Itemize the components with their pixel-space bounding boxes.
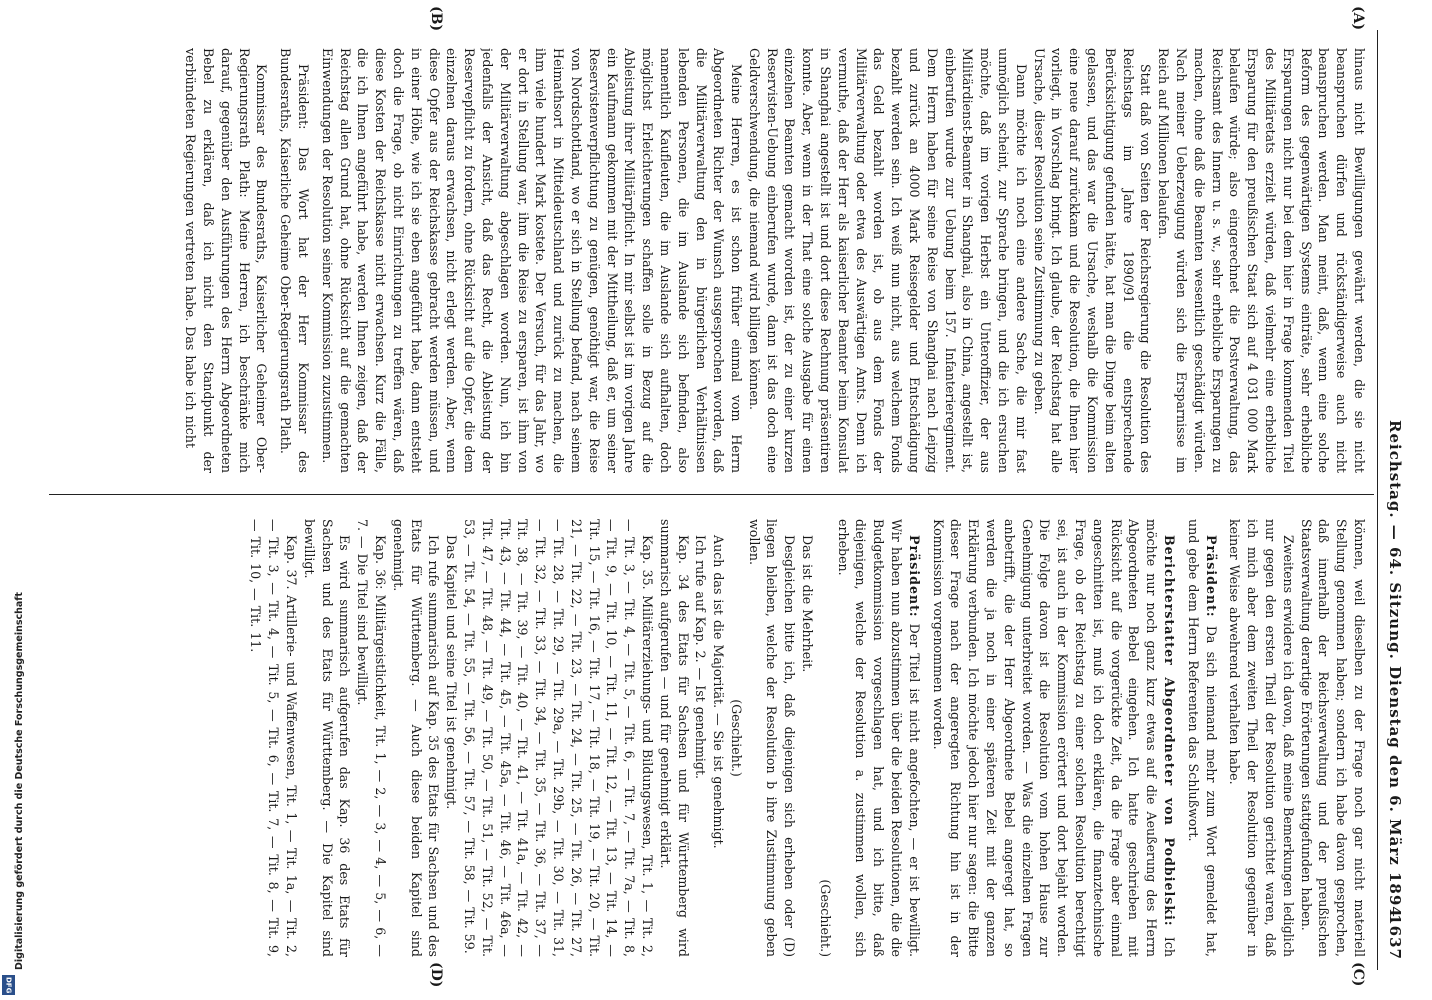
right-paragraph-7: Das ist die Mehrheit. [800, 535, 816, 673]
session-title: Reichstag. — 64. Sitzung. Dienstag den 6. März 1894. [1386, 420, 1404, 924]
dfg-logo: DFG [2, 975, 15, 995]
margin-marker-d: (D) [428, 962, 444, 988]
right-paragraph-13: Kap. 35. Militärerziehungs- und Bildungswesen, Tit. 1, — Tit. 2, — Tit. 3, — Tit. 4, — Tit. 5, — Tit. 6, — Tit. 7, — Tit. 7a, — Tit. 8, — Tit. 9, — Tit. 10, — Tit. 11, — Tit. 12, — Tit. 13, — Tit. 14, — Tit. 15, — Tit. 16, — Tit. 17, — Tit. 18, — Tit. 19, — Tit. 20, — Tit. 21, — Tit. 22, — Tit. 23, — Tit. 24, — Tit. 25, — Tit. 26, — Tit. 27, — Tit. 28, — Tit. 29, — Tit. 29a, — Tit. 29b, — Tit. 30, — Tit. 31, — Tit. 32, — Tit. 33, — Tit. 34, — Tit. 35, — Tit. 36, — Tit. 37, — Tit. 38, — Tit. 39, — Tit. 40, — Tit. 41, — Tit. 41a, — Tit. 42, — Tit. 43, — Tit. 44, — Tit. 45, — Tit. 45a, — Tit. 46, — Tit. 46a, — Tit. 47, — Tit. 48, — Tit. 49, — Tit. 50, — Tit. 51, — Tit. 52, — Tit. 53, — Tit. 54, — Tit. 55, — Tit. 56, — Tit. 57, — Tit. 58, — Tit. 59. [461, 519, 655, 957]
header-rule [1377, 30, 1378, 970]
page-number: 1637 [1386, 914, 1404, 960]
right-paragraph-16: Kap. 36: Militärgeistlichkeit, Tit. 1, — 2, — 3, — 4, — 5, — 6, — 7. — Die Titel sind bewilligt. [355, 519, 388, 957]
right-paragraph-15: Ich rufe summarisch auf Kap. 35 des Etats für Sachsen und des Etats für Württemberg. — Auch diese beiden Kapitel sind genehmigt. [390, 519, 442, 957]
right-paragraph-5 [834, 519, 923, 957]
speaker-president: Präsident: [906, 535, 922, 618]
stage-note: (Geschieht.) [728, 699, 744, 777]
rotated-page-content [10, 0, 1410, 1000]
right-paragraph-10: Auch das ist die Majorität. — Sie ist genehmigt. [711, 535, 727, 849]
speech-text: Ich möchte nur noch ganz kurz etwas auf die Aeußerung des Herrn Abgeordneten Bebel eingehen. Ich hatte geschrieben mit Rücksicht auf die vorgerückte Zeit, da die Frage aber einmal angeschnitten ist, muß ich doch erklären, die finanztechnische Frage, ob der Reichstag zu einer solchen Resolution berechtigt sei, ist auch in der Kommission erörtert und dort bejaht worden. Die Folge davon ist die Resolution vom hohen Hause zur Genehmigung unterbreitet worden. — Was die einzelnen Fragen anbetrifft, die der Herr Abgeordnete Bebel angeregt hat, so werden die ja noch in einer späteren Zeit mit der ganzen Erklärung verbunden. Ich möchte jedoch hier nur sagen: die Bitte dieser Frage nach der angeregten Richtung hin ist in der Kommission vorgenommen worden. [930, 519, 1178, 957]
digitization-credit: Digitalisierung gefördert durch die Deutsche Forschungsgemeinschaft [14, 592, 25, 970]
right-column [50, 519, 1368, 957]
right-paragraph-1: können, weil dieselben zu der Frage noch gar nicht materiell Stellung genommen haben; sondern ich habe davon gesprochen, daß innerhalb der Reichsverwaltung und der preußischen Staatsverwaltung derartige Erörterungen stattgefunden haben. [1298, 519, 1367, 957]
left-paragraph-1: hinaus nicht Bewilligungen gewährt werden, die sie nicht beanspruchen dürfen und rückständigerweise auch nicht beanspruchen werden. Man meint, daß, wenn eine solche Reform des gegenwärtigen Systems einträte, sehr erhebliche Ersparungen nicht nur bei dem hier in Frage kommenden Titel des Militäretats erzielt würden, daß vielmehr eine erhebliche Ersparung für den preußischen Staat sich auf 4 031 000 Mark belaufen würde; also eingerechnet die Postverwaltung, das Reichsamt des Innern u. s. w., sehr erhebliche Ersparungen zu machen, ohne daß die Beamten wesentlich geschädigt würden. Nach meiner Ueberzeugung würden sich die Ersparnisse im Reich auf Millionen belaufen. [1156, 48, 1367, 473]
right-paragraph-14: Das Kapitel und seine Titel ist genehmigt. [444, 535, 460, 810]
speech-text: Der Titel ist nicht angefochten, — er ist bewilligt. Wir haben nun abzustimmen über die beiden Resolutionen, die die Budgetkommission vorgeschlagen hat, und ich bitte, daß diejenigen, welche der Resolution a. zustimmen wollen, sich erheben. [835, 519, 922, 957]
right-paragraph-18: Kap. 37. Artillerie- und Waffenwesen, Tit. 1, — Tit. 1a, — Tit. 2, — Tit. 3, — Tit. 4, — Tit. 5, — Tit. 6, — Tit. 7, — Tit. 8, — Tit. 9, — Tit. 10, — Tit. 11. [248, 519, 299, 957]
digitization-credit-strip [0, 0, 25, 1000]
speaker-rapporteur: Berichterstatter Abgeordneter von Podbielski: [1162, 535, 1178, 927]
speaker-president: Präsident: [1203, 535, 1219, 618]
margin-marker-b: (B) [428, 6, 444, 32]
left-paragraph-4: Meine Herren, es ist schon früher einmal vom Herrn Abgeordneten Richter der Wunsch ausgesprochen worden, daß die Militärverwaltung den in bürgerlichen Verhältnissen lebenden Personen, die im Auslande sich befinden, also namentlich Kaufleuten, die im Auslande sich aufhalten, doch möglichst Erleichterungen schaffen solle in Bezug auf die Ableistung ihrer Militärpflicht. In mir selbst ist im vorigen Jahre ein Kaufmann gekommen mit der Mittheilung, daß er, um seiner Reservistenverpflichtung zu genügen, genöthigt war, die Reise von Nordschottland, wo er sich in Stellung befand, nach seinem Heimathsort in Mitteldeutschland und zurück zu machen, die ihm viele hundert Mark kostete. Der Versuch, für das Jahr, wo er dort in Stellung war, ihm die Reise zu ersparen, ist ihm von der Militärverwaltung abgeschlagen worden. Nun, ich bin jedenfalls der Ansicht, daß das Recht, die Ableistung der Reservepflicht zu fordern, ohne Rücksicht auf die Opfer, die dem einzelnen daraus erwachsen, nicht erlegt werden. Aber, wenn diese Opfer aus der Reichskasse gebracht werden müssen, und in einer Höhe, wie ich sie eben angeführt habe, dann entsteht doch die Frage, ob nicht Einrichtungen zu treffen wären, daß diese Kosten der Reichskasse nicht erwachsen. Kurz die Fälle, die ich Ihnen angeführt habe, werden Ihnen zeigen, daß der Reichstag allen Grund hat, ohne Rücksicht auf die gemachten Einwendungen der Resolution seiner Kommission zuzustimmen. [319, 48, 745, 473]
right-paragraph-11: Ich rufe auf Kap. 2. — Ist genehmigt. [693, 535, 709, 780]
right-paragraph-4 [929, 519, 1178, 957]
right-paragraph-17: Es wird summarisch aufgerufen das Kap. 36 des Etats für Sachsen und des Etats für Württemberg. — Die Kapitel sind bewilligt. [301, 519, 353, 957]
right-paragraph-8: Desgleichen bitte ich, daß diejenigen sich erheben oder (D) liegen bleiben, welche der Resolution b ihre Zustimmung geben wollen. [746, 519, 798, 957]
right-paragraph-12: Kap. 34 des Etats für Sachsen und für Württemberg wird summarisch aufgerufen — und für genehmigt erklärt. [657, 519, 691, 957]
left-paragraph-3: Dann möchte ich noch eine andere Sache, die mir fast unmöglich scheint, zur Sprache bringen, und die ich ersuchen möchte, daß im vorigen Herbst ein Unteroffizier, der aus Militärdienst-Beamter in Shanghai, also in China, angestellt ist, einberufen wurde zur Uebung beim 157. Infanterieregiment. Dem Herrn haben für seine Reise von Shanghai nach Leipzig und zurück an 4000 Mark Reisegelder und Entschädigung bezahlt werden sein. Ich weiß nun nicht, aus welchem Fonds das Geld bezahlt worden ist, ob aus dem Fonds der Militärverwaltung oder etwa des Auswärtigen Amts. Denn ich vermuthe, daß der Herr als kaiserlicher Beamter beim Konsulat in Shanghai angestellt ist und dort diese Rechnung präsentiren konnte. Aber, wenn in der That eine solche Ausgabe für einen einzelnen Beamten gemacht worden ist, der zu einer kurzen Reservisten-Uebung einberufen wurde, dann ist das doch eine Geldverschwendung, die niemand wird billigen können. [746, 48, 1029, 473]
left-column [50, 48, 1368, 473]
left-paragraph-5: Präsident: Das Wort hat der Herr Kommissar des Bundesraths, Kaiserliche Geheime Ober-Regierungsrath Plath. [278, 48, 311, 473]
margin-marker-a: (A) [1350, 6, 1366, 31]
right-paragraph-2: Zweitens erwidere ich davon, daß meine Bemerkungen lediglich nur gegen den ersten Theil der Resolution gerichtet waren, daß ich mich aber dem zweiten Theil der Resolution gegenüber in keiner Weise abwehrend verhalten habe. [1227, 519, 1296, 957]
left-paragraph-2: Statt daß von Seiten der Reichsregierung die Resolution des Reichstags im Jahre 1890/91 die entsprechende Berücksichtigung gefunden hätte, hat man die Dinge beim alten gelassen, und das war die Ursache, weshalb die Kommission eine neue darauf zurückkam und die Resolution, die Ihnen hier vorliegt, in Vorschlag bringt. Ich glaube, der Reichstag hat alle Ursache, dieser Resolution seine Zustimmung zu geben. [1031, 48, 1154, 473]
right-paragraph-3 [1184, 519, 1220, 957]
stage-note: (Geschieht.) [817, 879, 833, 957]
margin-marker-c: (C) [1350, 962, 1366, 987]
running-header [1380, 30, 1404, 970]
left-paragraph-6: Kommissar des Bundesraths, Kaiserlicher Geheimer Ober-Regierungsrath Plath: Meine Herren, ich beschränke mich darauf, gegenüber den Ausführungen des Herrn Abgeordneten Bebel zu erklären, daß ich nicht den Standpunkt der verbündeten Regierungen vertreten habe. Das habe ich nicht [183, 48, 270, 473]
speech-text: Da sich niemand mehr zum Wort gemeldet hat, und gebe dem Herrn Referenten das Schlußwort. [1185, 519, 1219, 957]
column-divider [49, 494, 1374, 495]
